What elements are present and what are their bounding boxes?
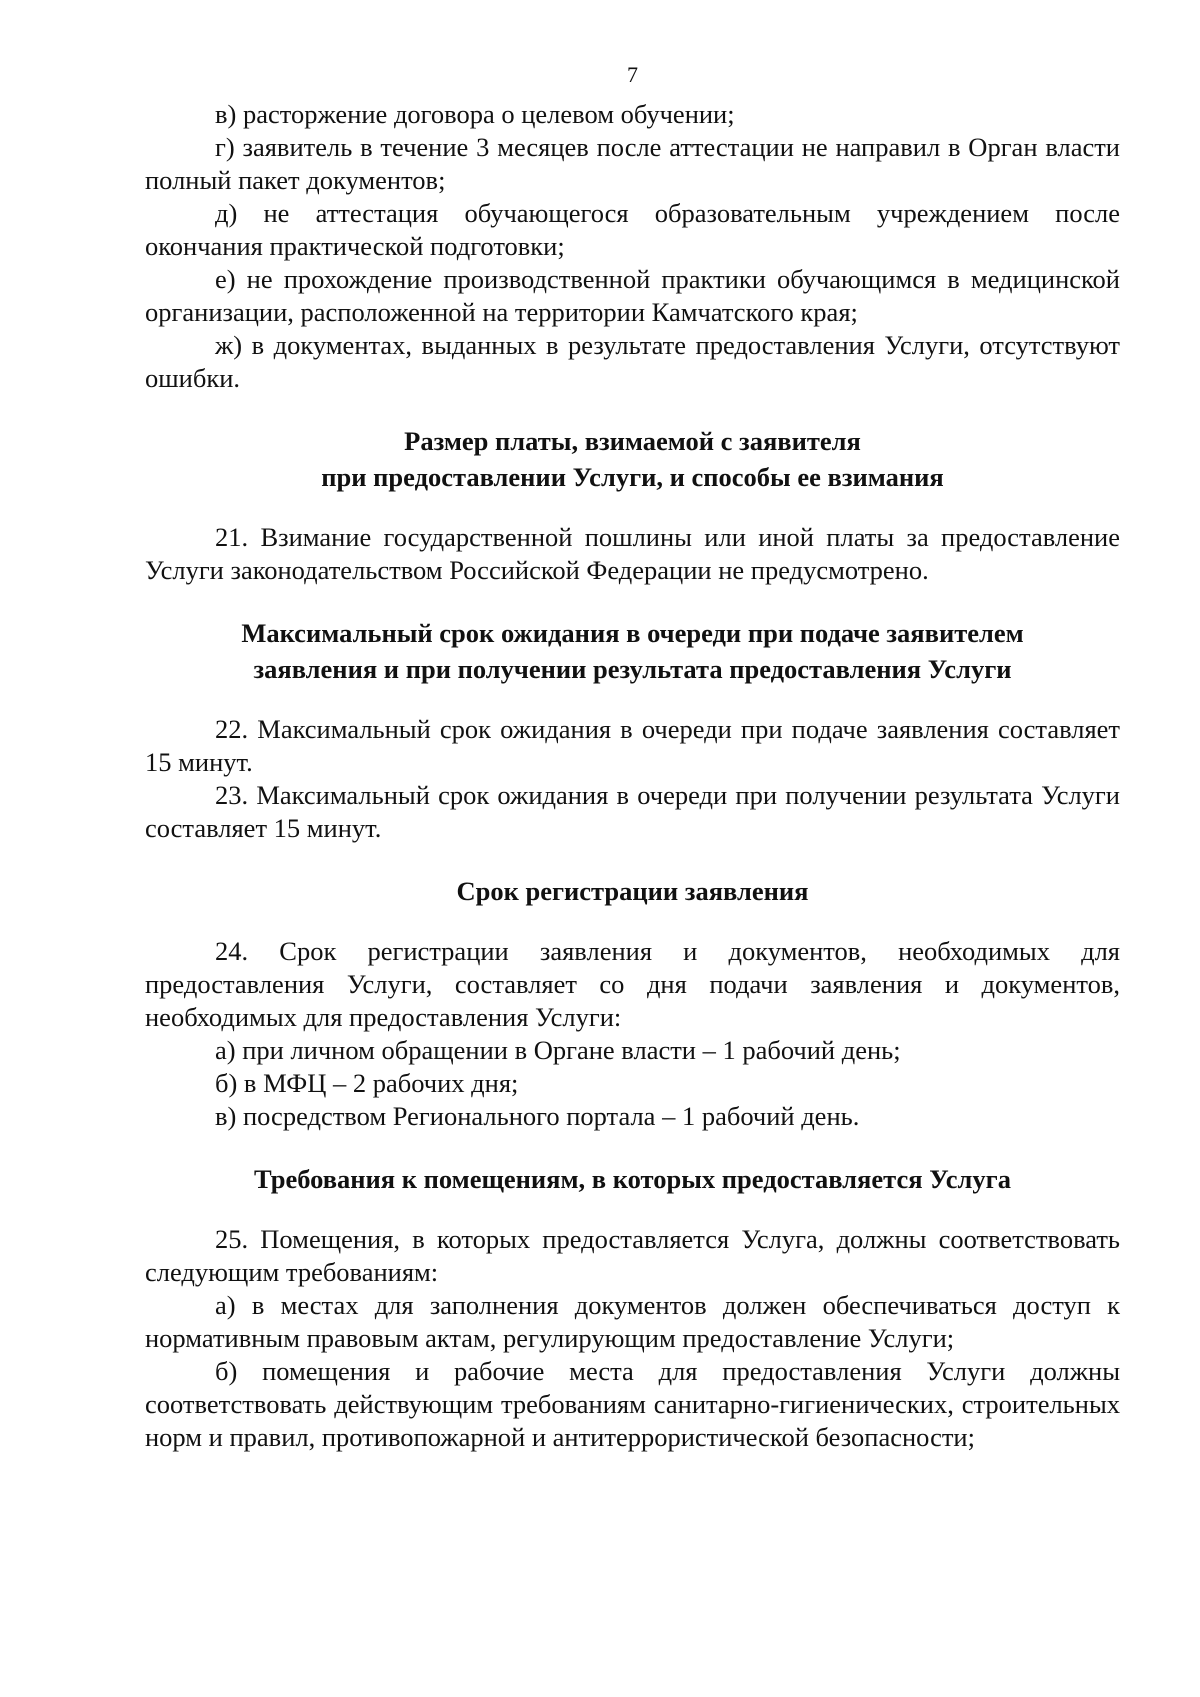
paragraph-24-b: б) в МФЦ – 2 рабочих дня; bbox=[215, 1068, 519, 1098]
paragraph-21: 21. Взимание государственной пошлины или иной платы за предоставление Услуги законодательством Российской Федерации не предусмотрено. bbox=[145, 522, 1120, 585]
document-page bbox=[145, 60, 1120, 1454]
section-heading-queue-line2: заявления и при получении результата предоставления Услуги bbox=[253, 654, 1012, 684]
list-item-zh: ж) в документах, выданных в результате предоставления Услуги, отсутствуют ошибки. bbox=[145, 330, 1120, 393]
section-heading-premises: Требования к помещениям, в которых предоставляется Услуга bbox=[254, 1164, 1011, 1194]
paragraph-24-a: а) при личном обращении в Органе власти – 1 рабочий день; bbox=[215, 1035, 901, 1065]
paragraph-24: 24. Срок регистрации заявления и документов, необходимых для предоставления Услуги, составляет со дня подачи заявления и документов, необходимых для предоставления Услуги: bbox=[145, 936, 1120, 1032]
list-item-v: в) расторжение договора о целевом обучении; bbox=[215, 99, 735, 129]
page-number: 7 bbox=[627, 62, 638, 87]
list-item-e: е) не прохождение производственной практики обучающимся в медицинской организации, расположенной на территории Камчатского края; bbox=[145, 264, 1120, 327]
paragraph-25-b: б) помещения и рабочие места для предоставления Услуги должны соответствовать действующим требованиям санитарно-гигиенических, строительных норм и правил, противопожарной и антитеррористической безопасности; bbox=[145, 1356, 1120, 1452]
paragraph-24-c: в) посредством Регионального портала – 1 рабочий день. bbox=[215, 1101, 860, 1131]
section-heading-fee-line2: при предоставлении Услуги, и способы ее взимания bbox=[321, 462, 944, 492]
paragraph-25: 25. Помещения, в которых предоставляется Услуга, должны соответствовать следующим требованиям: bbox=[145, 1224, 1120, 1287]
section-heading-queue bbox=[145, 615, 1120, 687]
section-heading-fee bbox=[145, 423, 1120, 495]
section-heading-queue-line1: Максимальный срок ожидания в очереди при подаче заявителем bbox=[241, 618, 1024, 648]
section-heading-fee-line1: Размер платы, взимаемой с заявителя bbox=[404, 426, 861, 456]
paragraph-22: 22. Максимальный срок ожидания в очереди при подаче заявления составляет 15 минут. bbox=[145, 714, 1120, 777]
paragraph-23: 23. Максимальный срок ожидания в очереди при получении результата Услуги составляет 15 минут. bbox=[145, 780, 1120, 843]
list-item-d: д) не аттестация обучающегося образовательным учреждением после окончания практической подготовки; bbox=[145, 198, 1120, 261]
paragraph-25-a: а) в местах для заполнения документов должен обеспечиваться доступ к нормативным правовым актам, регулирующим предоставление Услуги; bbox=[145, 1290, 1120, 1353]
section-heading-registration: Срок регистрации заявления bbox=[456, 876, 809, 906]
list-item-g: г) заявитель в течение 3 месяцев после аттестации не направил в Орган власти полный пакет документов; bbox=[145, 132, 1120, 195]
